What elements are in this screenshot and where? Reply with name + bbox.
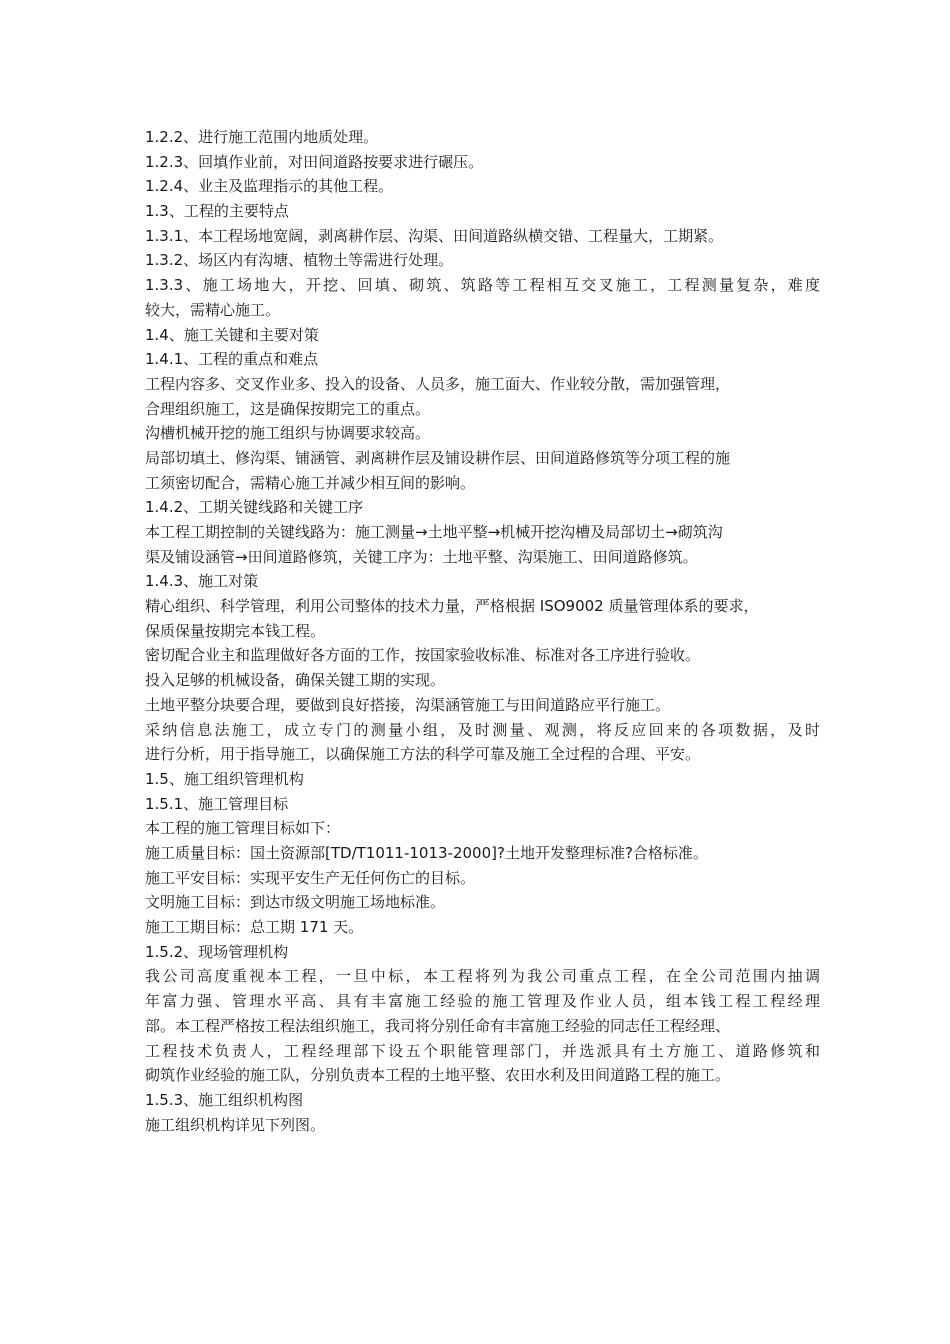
- text-line: 1.2.3、回填作业前，对田间道路按要求进行碾压。: [145, 152, 484, 171]
- text-line: 1.4.2、工期关键线路和关键工序: [145, 498, 364, 517]
- text-line: 本工程工期控制的关键线路为：施工测量→土地平整→机械开挖沟槽及局部切土→砌筑沟: [145, 523, 723, 542]
- text-line: 1.4.3、施工对策: [145, 572, 259, 591]
- text-line: 精心组织、科学管理，利用公司整体的技术力量，严格根据 ISO9002 质量管理体系的要求，: [145, 597, 759, 616]
- text-line: 1.5.3、施工组织机构图: [145, 1090, 304, 1109]
- text-line: 1.5.1、施工管理目标: [145, 794, 289, 813]
- text-line: 文明施工目标：到达市级文明施工场地标准。: [145, 893, 446, 912]
- text-line: 进行分析，用于指导施工，以确保施工方法的科学可靠及施工全过程的合理、平安。: [145, 745, 701, 764]
- text-line: 施工平安目标：实现平安生产无任何伤亡的目标。: [145, 868, 476, 887]
- text-line: 1.5、施工组织管理机构: [145, 769, 304, 788]
- text-line: 1.5.2、现场管理机构: [145, 942, 289, 961]
- text-line: 采纳信息法施工，成立专门的测量小组，及时测量、观测，将反应回来的各项数据，及时: [145, 720, 820, 739]
- text-line: 1.3.3、施工场地大，开挖、回填、砌筑、筑路等工程相互交叉施工，工程测量复杂，难度: [145, 276, 820, 295]
- text-line: 合理组织施工，这是确保按期完工的重点。: [145, 399, 431, 418]
- text-line: 1.2.2、进行施工范围内地质处理。: [145, 128, 379, 146]
- document-body: [145, 125, 820, 1137]
- text-line: 投入足够的机械设备，确保关键工期的实现。: [145, 671, 446, 690]
- text-line: 施工工期目标：总工期 171 天。: [145, 918, 364, 937]
- text-line: 1.4.1、工程的重点和难点: [145, 350, 319, 369]
- text-line: 1.3、工程的主要特点: [145, 202, 289, 221]
- text-line: 工程技术负责人，工程经理部下设五个职能管理部门，并选派具有土方施工、道路修筑和: [145, 1041, 820, 1060]
- text-line: 1.4、施工关键和主要对策: [145, 325, 319, 344]
- text-line: 沟槽机械开挖的施工组织与协调要求较高。: [145, 424, 431, 443]
- text-line: 土地平整分块要合理，要做到良好搭接，沟渠涵管施工与田间道路应平行施工。: [145, 695, 671, 714]
- text-line: 1.3.1、本工程场地宽阔，剥离耕作层、沟渠、田间道路纵横交错、工程量大，工期紧。: [145, 226, 724, 245]
- text-line: 砌筑作业经验的施工队，分别负责本工程的土地平整、农田水利及田间道路工程的施工。: [145, 1066, 731, 1085]
- text-line: 1.3.2、场区内有沟塘、植物土等需进行处理。: [145, 251, 454, 270]
- text-line: 1.2.4、业主及监理指示的其他工程。: [145, 177, 394, 196]
- text-line: 我公司高度重视本工程，一旦中标，本工程将列为我公司重点工程，在全公司范围内抽调: [145, 967, 820, 986]
- text-line: 本工程的施工管理目标如下：: [145, 819, 341, 838]
- text-line: 部。本工程严格按工程法组织施工，我司将分别任命有丰富施工经验的同志任工程经理、: [145, 1016, 731, 1035]
- text-line: 施工质量目标：国土资源部[TD/T1011-1013-2000]?土地开发整理标准?合格标准。: [145, 843, 708, 862]
- text-line: 施工组织机构详见下列图。: [145, 1115, 326, 1134]
- text-line: 较大，需精心施工。: [145, 300, 281, 319]
- text-line: 渠及铺设涵管→田间道路修筑，关键工序为：土地平整、沟渠施工、田间道路修筑。: [145, 547, 698, 566]
- text-line: 密切配合业主和监理做好各方面的工作，按国家验收标准、标准对各工序进行验收。: [145, 646, 701, 665]
- text-line: 工程内容多、交叉作业多、投入的设备、人员多，施工面大、作业较分散，需加强管理，: [145, 374, 731, 393]
- text-line: 工须密切配合，需精心施工并减少相互间的影响。: [145, 473, 476, 492]
- text-line: 局部切填土、修沟渠、铺涵管、剥离耕作层及铺设耕作层、田间道路修筑等分项工程的施: [145, 448, 731, 467]
- text-line: 保质保量按期完本钱工程。: [145, 621, 326, 640]
- text-line: 年富力强、管理水平高、具有丰富施工经验的施工管理及作业人员，组本钱工程工程经理: [145, 992, 820, 1011]
